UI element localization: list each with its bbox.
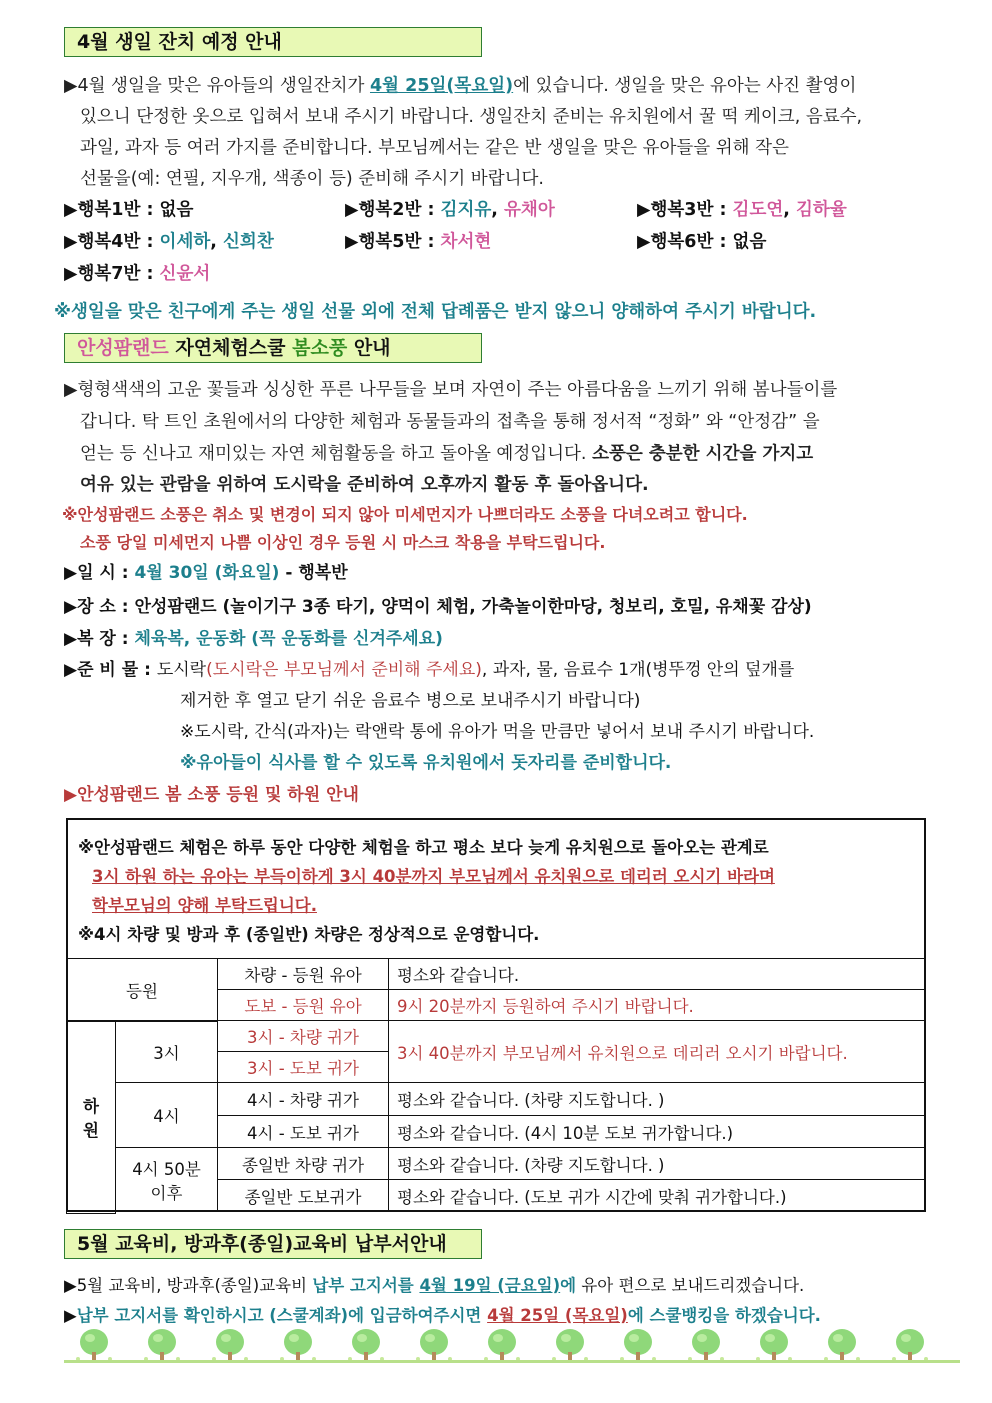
box-line1: ※안성팜랜드 체험은 하루 동안 다양한 체험을 하고 평소 보다 늦게 유치원으로 돌아오는 관계로 bbox=[78, 838, 769, 857]
class-row-5 bbox=[345, 228, 491, 253]
class-row-4 bbox=[64, 228, 274, 253]
table-3pm-header: 3시 bbox=[115, 1020, 218, 1083]
trip-section-title bbox=[64, 333, 482, 363]
table-4pm-car: 4시 - 차량 귀가 bbox=[217, 1082, 389, 1116]
class-name: 김도연 bbox=[732, 200, 784, 220]
trip-date-tail: - 행복반 bbox=[279, 563, 348, 583]
birthday-date: 4월 25일(목요일) bbox=[369, 76, 514, 96]
table-3pm-note: 3시 40분까지 부모님께서 유치원으로 데리러 오시기 바랍니다. bbox=[388, 1020, 926, 1083]
box-line4: ※4시 차량 및 방과 후 (종일반) 차량은 정상적으로 운영합니다. bbox=[78, 925, 540, 944]
table-leave-char2: 원 bbox=[83, 1121, 99, 1140]
fee-line2-d: 에 스쿨뱅킹을 하겠습니다. bbox=[627, 1306, 821, 1325]
trip-prep-line3: ※도시락, 간식(과자)는 락앤락 통에 유아가 먹을 만큼만 넣어서 보내 주시기 바랍니다. bbox=[180, 722, 815, 742]
trip-title-place: 안성팜랜드 bbox=[77, 337, 169, 359]
class-label: ▶행복3반 : bbox=[637, 200, 733, 220]
trip-warning-1: ※안성팜랜드 소풍은 취소 및 변경이 되지 않아 미세먼지가 나쁘더라도 소풍을 다녀오려고 합니다. bbox=[62, 505, 748, 524]
class-row-7 bbox=[64, 260, 210, 285]
fee-line2-b: 납부 고지서를 확인하시고 (스쿨계좌)에 입금하여주시면 bbox=[76, 1306, 488, 1325]
class-name: 김지유 bbox=[440, 200, 492, 220]
trip-prep-line2: 제거한 후 열고 닫기 쉬운 음료수 병으로 보내주시기 바랍니다) bbox=[180, 691, 641, 711]
box-line2: 3시 하원 하는 유아는 부득이하게 3시 40분까지 부모님께서 유치원으로 데리러 오시기 바라며 bbox=[92, 867, 775, 886]
table-450pm-line2: 이후 bbox=[150, 1183, 183, 1203]
birthday-text-line1 bbox=[64, 72, 856, 97]
trip-text-line4: 여유 있는 관람을 위하여 도시락을 준비하여 오후까지 활동 후 돌아옵니다. bbox=[80, 475, 649, 495]
trip-prep-lunch-note: (도시락은 부모님께서 준비해 주세요) bbox=[206, 660, 482, 680]
trip-place-value: 안성팜랜드 (놀이기구 3종 타기, 양먹이 체험, 가축놀이한마당, 청보리, 호밀, 유채꽃 감상) bbox=[134, 597, 812, 617]
class-row-3 bbox=[637, 196, 847, 221]
trip-warning-2: 소풍 당일 미세먼지 나쁨 이상인 경우 등원 시 마스크 착용을 부탁드립니다. bbox=[80, 533, 606, 552]
table-arrive-header: 등원 bbox=[66, 958, 218, 1022]
trip-prep-line4: ※유아들이 식사를 할 수 있도록 유치원에서 돗자리를 준비합니다. bbox=[180, 753, 672, 773]
trip-prep-label: ▶준 비 물 : bbox=[64, 660, 157, 680]
birthday-text-line4: 선물을(예: 연필, 지우개, 색종이 등) 준비해 주시기 바랍니다. bbox=[80, 169, 544, 189]
fee-line1-a: ▶5월 교육비, 방과후(종일)교육비 bbox=[64, 1276, 313, 1295]
birthday-line1-pre: ▶4월 생일을 맞은 유아들의 생일잔치가 bbox=[64, 76, 370, 96]
class-row-2 bbox=[345, 196, 555, 221]
class-label: ▶행복5반 : bbox=[345, 232, 441, 252]
fee-line1-d: 에 bbox=[560, 1276, 577, 1295]
trip-text-line3 bbox=[80, 440, 813, 465]
table-450pm-car-note: 평소와 같습니다. (차량 지도합니다. ) bbox=[388, 1147, 926, 1180]
trip-prep-lunch: 도시락 bbox=[156, 660, 207, 680]
fee-section-title: 5월 교육비, 방과후(종일)교육비 납부서안내 bbox=[64, 1229, 482, 1259]
trip-line3-a: 얻는 등 신나고 재미있는 자연 체험활동을 하고 돌아올 예정입니다. bbox=[80, 444, 593, 464]
table-4pm-header: 4시 bbox=[115, 1082, 218, 1148]
trip-clothes-value: 체육복, 운동화 (꼭 운동화를 신겨주세요) bbox=[134, 629, 443, 649]
fee-line2-a: ▶ bbox=[64, 1306, 77, 1325]
fee-line1 bbox=[64, 1272, 804, 1296]
table-4pm-car-note: 평소와 같습니다. (차량 지도합니다. ) bbox=[388, 1082, 926, 1116]
table-arrive-walk: 도보 - 등원 유아 bbox=[217, 989, 389, 1021]
trip-prep-row bbox=[64, 655, 794, 680]
birthday-note: ※생일을 맞은 친구에게 주는 생일 선물 외에 전체 답례품은 받지 않으니 양해하여 주시기 바랍니다. bbox=[54, 302, 817, 322]
class-label: ▶행복1반 : bbox=[64, 200, 160, 220]
class-label: ▶행복7반 : bbox=[64, 264, 160, 284]
birthday-section-title: 4월 생일 잔치 예정 안내 bbox=[64, 27, 482, 57]
trip-text-line2: 갑니다. 탁 트인 초원에서의 다양한 체험과 동물들과의 접촉을 통해 정서적 “정화” 와 “안정감” 을 bbox=[80, 412, 820, 432]
table-4pm-walk: 4시 - 도보 귀가 bbox=[217, 1115, 389, 1148]
class-label: ▶행복4반 : bbox=[64, 232, 160, 252]
trip-clothes-row bbox=[64, 624, 443, 649]
class-row-1 bbox=[64, 196, 193, 221]
birthday-line1-post: 에 있습니다. 생일을 맞은 유아는 사진 촬영이 bbox=[513, 76, 857, 96]
table-450pm-walk: 종일반 도보귀가 bbox=[217, 1179, 389, 1212]
class-name: 차서현 bbox=[440, 232, 492, 252]
table-arrive-walk-note: 9시 20분까지 등원하여 주시기 바랍니다. bbox=[388, 989, 926, 1021]
trip-date-row bbox=[64, 558, 348, 583]
table-450pm-header bbox=[115, 1147, 218, 1212]
birthday-text-line2: 있으니 단정한 옷으로 입혀서 보내 주시기 바랍니다. 생일잔치 준비는 유치원에서 꿀 떡 케이크, 음료수, bbox=[80, 107, 863, 127]
class-label: ▶행복6반 : bbox=[637, 232, 733, 252]
class-row-6 bbox=[637, 228, 766, 253]
birthday-text-line3: 과일, 과자 등 여러 가지를 준비합니다. 부모님께서는 같은 반 생일을 맞은 유아들을 위해 작은 bbox=[80, 138, 789, 158]
table-4pm-walk-note: 평소와 같습니다. (4시 10분 도보 귀가합니다.) bbox=[388, 1115, 926, 1148]
trip-text-line1: ▶형형색색의 고운 꽃들과 싱싱한 푸른 나무들을 보며 자연이 주는 아름다움을 느끼기 위해 봄나들이를 bbox=[64, 380, 838, 400]
class-name: , bbox=[783, 200, 797, 220]
class-name: 없음 bbox=[159, 200, 194, 220]
class-name: 없음 bbox=[732, 232, 767, 252]
table-3pm-car: 3시 - 차량 귀가 bbox=[217, 1020, 389, 1052]
trip-place-row bbox=[64, 592, 812, 617]
trip-date-label: ▶일 시 : bbox=[64, 563, 135, 583]
fee-line2-date: 4월 25일 (목요일) bbox=[487, 1306, 628, 1325]
class-name: 신희찬 bbox=[223, 232, 274, 252]
class-name: , bbox=[210, 232, 224, 252]
table-arrive-car-note: 평소와 같습니다. bbox=[388, 958, 926, 990]
fee-line1-b: 납부 고지서를 bbox=[312, 1276, 420, 1295]
trip-line3-b: 소풍은 충분한 시간을 가지고 bbox=[592, 444, 814, 464]
trip-title-end: 안내 bbox=[347, 337, 391, 359]
trip-title-spring: 봄소풍 bbox=[292, 337, 348, 359]
class-name: 김하율 bbox=[796, 200, 847, 220]
trip-prep-rest: , 과자, 물, 음료수 1개(병뚜껑 안의 덮개를 bbox=[481, 660, 795, 680]
table-450pm-walk-note: 평소와 같습니다. (도보 귀가 시간에 맞춰 귀가합니다.) bbox=[388, 1179, 926, 1212]
fee-line2 bbox=[64, 1302, 821, 1326]
class-label: ▶행복2반 : bbox=[345, 200, 441, 220]
table-leave-header bbox=[66, 1020, 116, 1214]
trip-clothes-label: ▶복 장 : bbox=[64, 629, 135, 649]
ground-line bbox=[64, 1360, 960, 1363]
table-450pm-line1: 4시 50분 bbox=[132, 1159, 201, 1179]
trip-schedule-box bbox=[66, 818, 926, 1212]
trip-date-value: 4월 30일 (화요일) bbox=[134, 563, 280, 583]
trip-place-label: ▶장 소 : bbox=[64, 597, 135, 617]
table-450pm-car: 종일반 차량 귀가 bbox=[217, 1147, 389, 1180]
trip-title-mid: 자연체험스쿨 bbox=[168, 337, 293, 359]
class-name: 이세하 bbox=[159, 232, 211, 252]
table-arrive-car: 차량 - 등원 유아 bbox=[217, 958, 389, 990]
fee-line1-e: 유아 편으로 보내드리겠습니다. bbox=[576, 1276, 805, 1295]
class-name: 유채아 bbox=[504, 200, 555, 220]
box-line3: 학부모님의 양해 부탁드립니다. bbox=[92, 896, 317, 915]
class-name: , bbox=[491, 200, 505, 220]
class-name: 신윤서 bbox=[159, 264, 211, 284]
table-leave-char1: 하 bbox=[83, 1097, 99, 1116]
trip-schedule-subtitle: ▶안성팜랜드 봄 소풍 등원 및 하원 안내 bbox=[64, 785, 359, 805]
fee-line1-date: 4월 19일 (금요일) bbox=[419, 1276, 561, 1295]
table-3pm-walk: 3시 - 도보 귀가 bbox=[217, 1051, 389, 1083]
